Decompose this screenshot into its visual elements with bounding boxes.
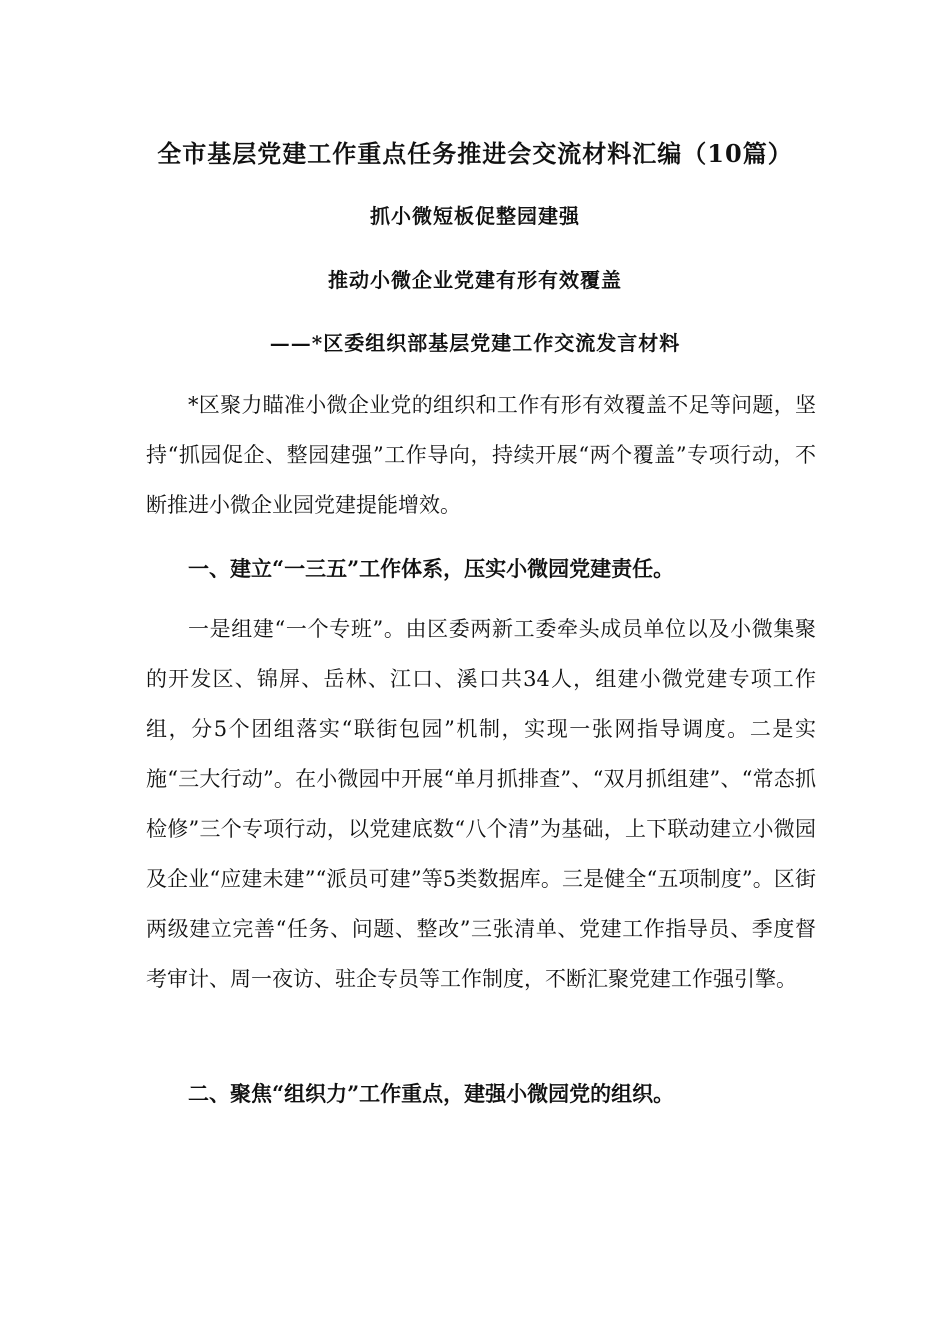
section-2-heading: 二、聚焦“组织力”工作重点，建强小微园党的组织。 bbox=[188, 1081, 675, 1106]
document-title: 全市基层党建工作重点任务推进会交流材料汇编（10篇） bbox=[157, 139, 793, 168]
subtitle-main: 抓小微短板促整园建强 bbox=[370, 204, 580, 228]
intro-paragraph: *区聚力瞄准小微企业党的组织和工作有形有效覆盖不足等问题，坚持“抓园促企、整园建强”工作导向，持续开展“两个覆盖”专项行动，不断推进小微企业园党建提能增效。 bbox=[146, 393, 816, 517]
subtitle-secondary: 推动小微企业党建有形有效覆盖 bbox=[328, 268, 622, 292]
section-1-body: 一是组建“一个专班”。由区委两新工委牵头成员单位以及小微集聚的开发区、锦屏、岳林、江口、溪口共34人，组建小微党建专项工作组，分5个团组落实“联街包园”机制，实现一张网指导调度。二是实施“三大行动”。在小微园中开展“单月抓排查”、“双月抓组建”、“常态抓检修”三个专项行动，以党建底数“八个清”为基础，上下联动建立小微园及企业“应建未建”“派员可建”等5类数据库。三是健全“五项制度”。区街两级建立完善“任务、问题、整改”三张清单、党建工作指导员、季度督考审计、周一夜访、驻企专员等工作制度，不断汇聚党建工作强引擎。 bbox=[146, 617, 816, 991]
section-1-heading: 一、建立“一三五”工作体系，压实小微园党建责任。 bbox=[188, 556, 675, 581]
subtitle-source: ——*区委组织部基层党建工作交流发言材料 bbox=[269, 331, 681, 355]
